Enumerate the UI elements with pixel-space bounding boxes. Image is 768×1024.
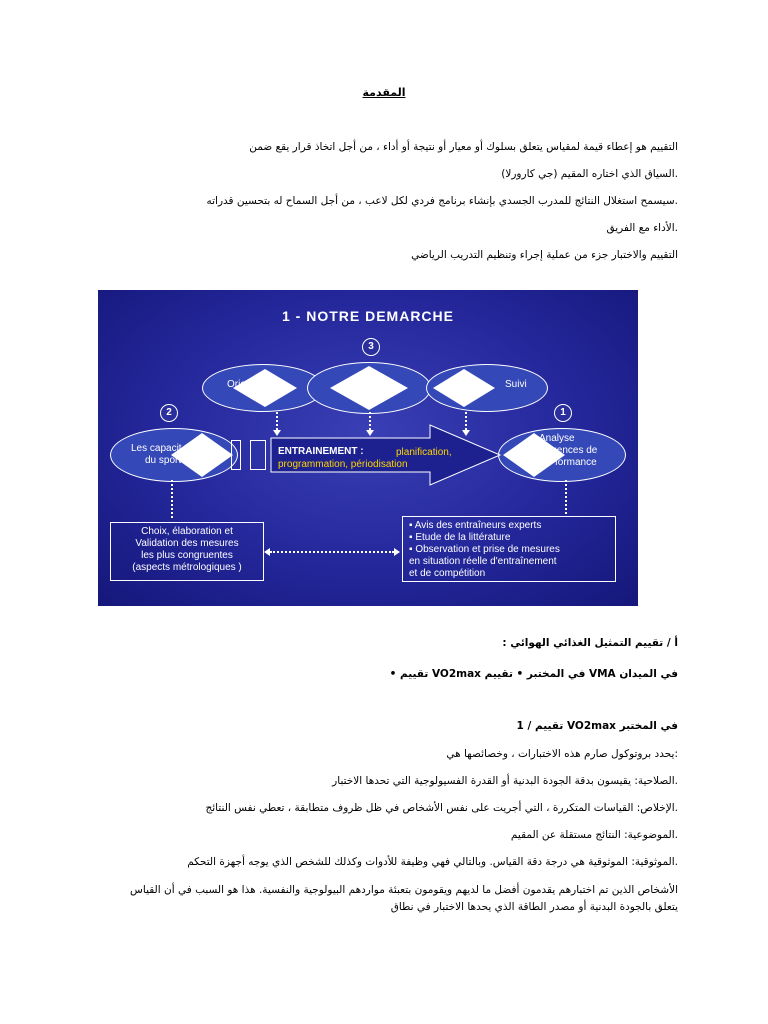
section-a-sub: في الميدان VMA في المختبر • تقييم VO2max تقييم •	[389, 668, 678, 680]
measures-box	[110, 522, 264, 581]
block-small-1	[231, 440, 241, 470]
measures-line-1: Choix, élaboration et	[141, 526, 233, 537]
measures-line-3: les plus congruentes	[141, 550, 233, 561]
step-2-badge: 2	[160, 404, 178, 422]
sources-line-2: ▪ Etude de la littérature	[409, 532, 511, 543]
analysis-label-2: igences de	[549, 445, 598, 456]
sources-line-4: en situation réelle d'entraînement	[409, 556, 557, 567]
diagram-title: 1 - NOTRE DEMARCHE	[281, 308, 454, 324]
orientation-ellipse	[202, 364, 324, 412]
capacities-label-2: du sport	[145, 455, 182, 466]
intro-line-4: .الأداء مع الفريق	[606, 222, 678, 234]
capacities-ellipse	[110, 428, 238, 482]
body-line-2: .الصلاحية: يقيسون بدقة الجودة البدنية أو القدرة الفسيولوجية التي تحدها الاختبار	[332, 775, 678, 787]
entrainement-line-2: programmation, périodisation	[278, 459, 408, 470]
body-line-7: يتعلق بالجودة البدنية أو مصدر الطاقة الذي يحدها الاختبار في نطاق	[390, 901, 678, 913]
connector-left-down	[171, 480, 173, 518]
intro-line-3: .سيسمح استغلال النتائج للمدرب الجسدي بإنشاء برنامج فردي لكل لاعب ، من أجل السماح له بتحسين قدراته	[206, 195, 678, 207]
capacities-label-1: Les capacit	[131, 443, 182, 454]
link-arrow-right	[394, 548, 400, 556]
suivi-ellipse	[426, 364, 548, 412]
section-1-heading: في المختبر VO2max تقييم / 1	[516, 720, 678, 732]
center-ellipse	[307, 362, 431, 414]
connector-center-head	[366, 430, 374, 436]
intro-line-2: .السياق الذي اختاره المقيم (جي كارورلا)	[501, 168, 678, 180]
step-3-badge: 3	[362, 338, 380, 356]
entrainement-line-1: planification,	[396, 447, 452, 458]
demarche-diagram	[98, 290, 638, 606]
sources-line-1: ▪ Avis des entraîneurs experts	[409, 520, 542, 531]
analysis-label-3: formance	[555, 457, 597, 468]
document-title: المقدمة	[362, 86, 406, 99]
connector-center	[369, 412, 371, 430]
link-dotted-line	[270, 551, 394, 553]
suivi-label: Suivi	[505, 379, 527, 390]
center-diamond	[330, 366, 408, 410]
section-a-heading: أ / تقييم التمثيل الغذائي الهوائي :	[502, 637, 678, 649]
measures-line-2: Validation des mesures	[135, 538, 239, 549]
body-line-1: :يحدد بروتوكول صارم هذه الاختبارات ، وخصائصها هي	[446, 748, 678, 760]
body-line-6: الأشخاص الذين تم اختبارهم يقدمون أفضل ما لديهم ويقومون بتعبئة مواردهم البيولوجية والنفسية. هذا هو السبب في أن القياس	[130, 884, 678, 896]
connector-orient-head	[273, 430, 281, 436]
analysis-label-1: Analyse	[539, 433, 575, 444]
block-small-2	[250, 440, 266, 470]
intro-line-5: التقييم والاختبار جزء من عملية إجراء وتنظيم التدريب الرياضي	[411, 249, 678, 261]
entrainement-label: ENTRAINEMENT :	[278, 446, 364, 457]
suivi-diamond	[433, 369, 495, 407]
body-line-3: .الإخلاص: القياسات المتكررة ، التي أجريت على نفس الأشخاص في ظل ظروف متطابقة ، تعطي نفس النتائج	[205, 802, 678, 814]
body-line-5: .الموثوقية: الموثوقية هي درجة دقة القياس. وبالتالي فهي وظيفة للأدوات وكذلك للشخص الذي يوجه أجهزة التحكم	[187, 856, 678, 868]
connector-suivi	[465, 412, 467, 430]
step-1-badge: 1	[554, 404, 572, 422]
sources-line-3: ▪ Observation et prise de mesures	[409, 544, 560, 555]
analysis-ellipse	[498, 428, 626, 482]
connector-suivi-head	[462, 430, 470, 436]
body-line-4: .الموضوعية: النتائج مستقلة عن المقيم	[510, 829, 678, 841]
connector-orient	[276, 412, 278, 430]
sources-box	[402, 516, 616, 582]
orientation-label: Orient	[227, 379, 255, 390]
measures-line-4: (aspects métrologiques )	[132, 562, 242, 573]
connector-right-down	[565, 480, 567, 514]
intro-line-1: التقييم هو إعطاء قيمة لمقياس يتعلق بسلوك أو معيار أو نتيجة أو أداء ، من أجل اتخاذ قرار يقع ضمن	[249, 141, 678, 153]
sources-line-5: et de compétition	[409, 568, 486, 579]
